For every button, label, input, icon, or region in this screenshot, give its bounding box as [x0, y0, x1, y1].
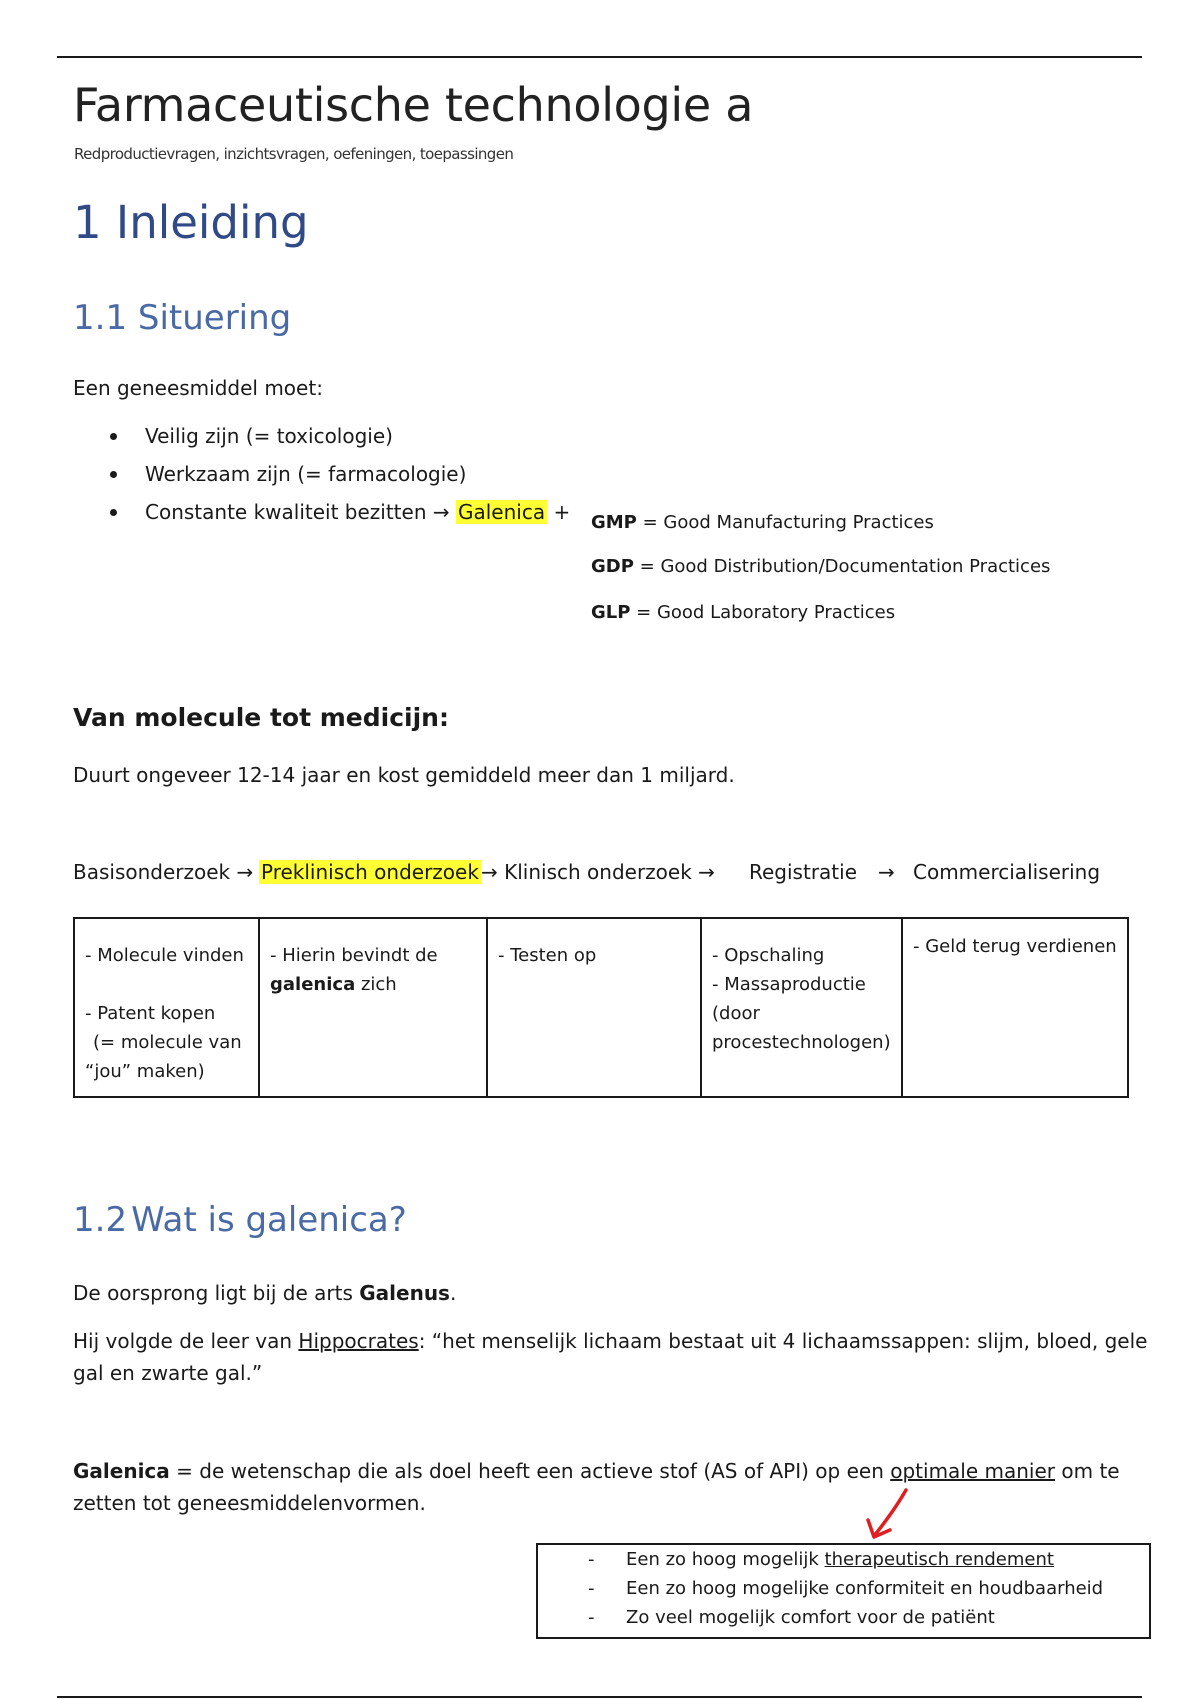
paragraph-hippocrates-line2: gal en zwarte gal.” — [73, 1361, 263, 1385]
list-item: Constante kwaliteit bezitten → Galenica + — [108, 500, 570, 538]
heading-situering: 1.1 Situering — [73, 298, 292, 338]
bullet-icon — [110, 433, 117, 440]
table-cell: - Opschaling - Massaproductie (door procestechnologen) — [702, 919, 903, 1096]
flow-step-preklinisch: Preklinisch onderzoek — [261, 860, 479, 884]
definition-glp: GLP = Good Laboratory Practices — [591, 602, 896, 623]
flow-step-basisonderzoek: Basisonderzoek → — [73, 860, 254, 884]
bottom-rule — [57, 1696, 1142, 1698]
flow-step-commercialisering: Commercialisering — [913, 860, 1101, 884]
flow-step-registratie: Registratie — [749, 860, 857, 884]
list-item: - Een zo hoog mogelijk therapeutisch rendement — [588, 1549, 1054, 1570]
intro-text: Een geneesmiddel moet: — [73, 376, 323, 400]
molecule-text: Duurt ongeveer 12-14 jaar en kost gemiddeld meer dan 1 miljard. — [73, 763, 735, 787]
requirements-list — [108, 424, 570, 538]
flow-arrow: → — [878, 860, 895, 884]
paragraph-galenica-definition-line2: zetten tot geneesmiddelenvormen. — [73, 1491, 426, 1515]
heading-wat-is-galenica: 1.2 Wat is galenica? — [73, 1200, 407, 1240]
table-cell: - Molecule vinden - Patent kopen (= molecule van “jou” maken) — [75, 919, 260, 1096]
paragraph-hippocrates: Hij volgde de leer van Hippocrates: “het menselijk lichaam bestaat uit 4 lichaamssappen: slijm, bloed, gele — [73, 1329, 1148, 1353]
list-item: - Zo veel mogelijk comfort voor de patiënt — [588, 1607, 995, 1628]
list-item: Veilig zijn (= toxicologie) — [108, 424, 570, 462]
table-cell: - Geld terug verdienen — [913, 936, 1117, 957]
molecule-heading: Van molecule tot medicijn: — [73, 703, 449, 732]
bullet-icon — [110, 471, 117, 478]
table-cell: - Hierin bevindt de galenica zich — [260, 919, 488, 1096]
heading-inleiding: 1 Inleiding — [73, 196, 309, 249]
list-item: - Een zo hoog mogelijke conformiteit en houdbaarheid — [588, 1578, 1104, 1599]
stages-table — [73, 917, 1129, 1098]
goals-box — [536, 1543, 1151, 1639]
list-item: Werkzaam zijn (= farmacologie) — [108, 462, 570, 500]
flow-step-klinisch: → Klinisch onderzoek → — [481, 860, 715, 884]
top-rule — [57, 56, 1142, 58]
red-arrow-icon — [862, 1484, 922, 1544]
document-subtitle: Redproductievragen, inzichtsvragen, oefeningen, toepassingen — [74, 145, 514, 163]
definition-gmp: GMP = Good Manufacturing Practices — [591, 512, 934, 533]
highlight-galenica: Galenica — [457, 500, 546, 524]
document-title: Farmaceutische technologie a — [73, 78, 754, 132]
paragraph-oorsprong: De oorsprong ligt bij de arts Galenus. — [73, 1281, 457, 1305]
definition-gdp: GDP = Good Distribution/Documentation Practices — [591, 556, 1051, 577]
table-cell: - Testen op — [488, 919, 702, 1096]
goals-list — [588, 1549, 1103, 1636]
hippocrates-link: Hippocrates — [298, 1329, 419, 1353]
bullet-icon — [110, 509, 117, 516]
paragraph-galenica-definition: Galenica = de wetenschap die als doel heeft een actieve stof (AS of API) op een optimale manier om te — [73, 1459, 1120, 1483]
